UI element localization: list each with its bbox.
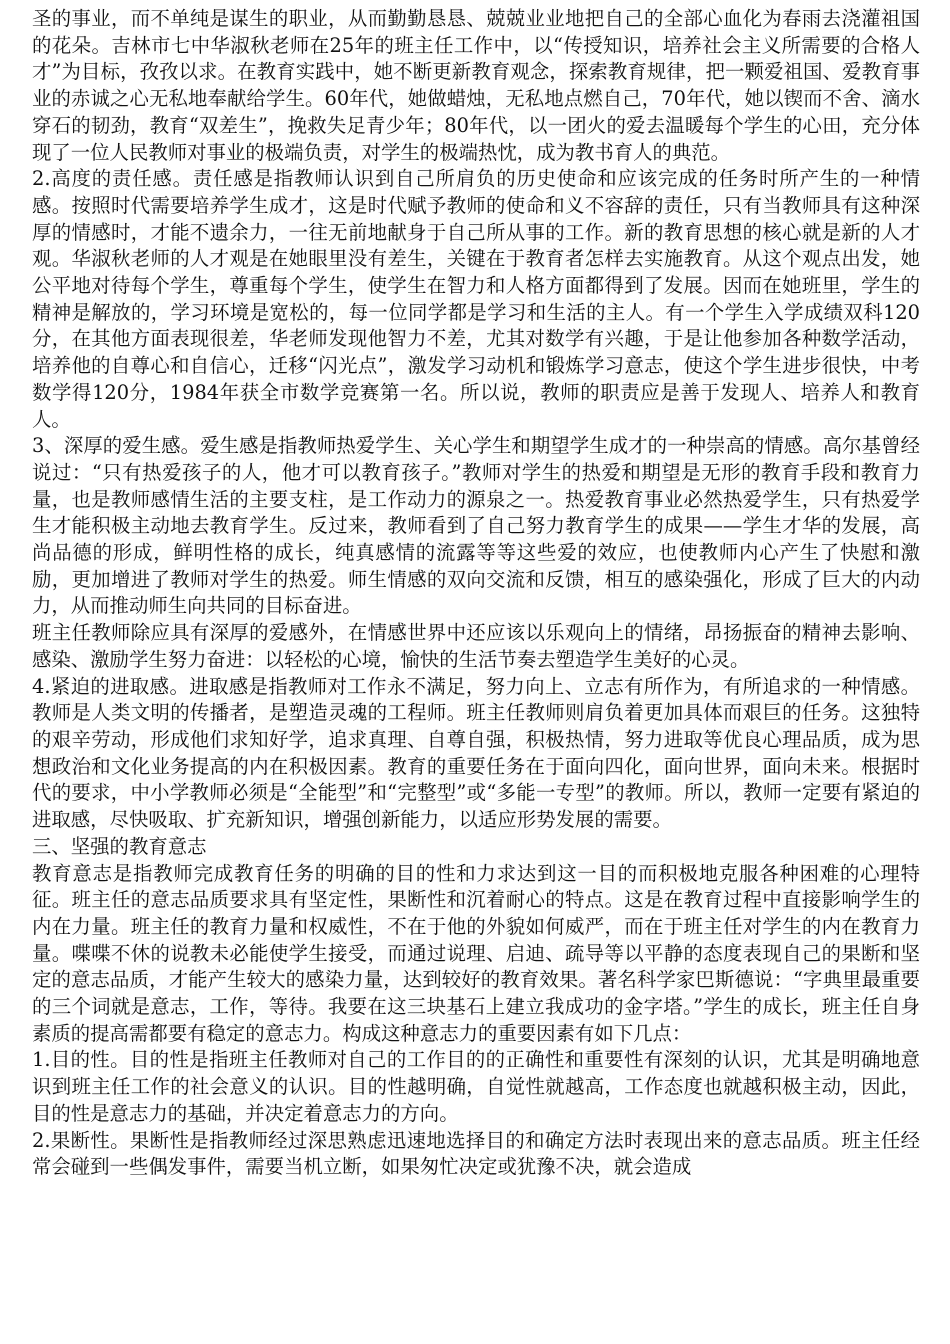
paragraph-optimism: 班主任教师除应具有深厚的爱感外，在情感世界中还应该以乐观向上的情绪，昂扬振奋的精神去影响、感染、激励学生努力奋进：以轻松的心境，愉快的生活节奏去塑造学生美好的心灵。 bbox=[32, 621, 920, 671]
paragraph-progress: 4.紧迫的进取感。进取感是指教师对工作永不满足，努力向上、立志有所作为，有所追求的一种情感。教师是人类文明的传播者，是塑造灵魂的工程师。班主任教师则肩负着更加具体而艰巨的任务。这独特的艰辛劳动，形成他们求知好学，追求真理、自尊自强，积极热情，努力进取等优良心理品质，成为思想政治和文化业务提高的内在积极因素。教育的重要任务在于面向四化，面向世界，面向未来。根据时代的要求，中小学教师必须是“全能型”和“完整型”或“多能一专型”的教师。所以，教师一定要有紧迫的进取感，尽快吸取、扩充新知识，增强创新能力，以适应形势发展的需要。 bbox=[32, 674, 920, 832]
paragraph-responsibility: 2.高度的责任感。责任感是指教师认识到自己所肩负的历史使命和应该完成的任务时所产生的一种情感。按照时代需要培养学生成才，这是时代赋予教师的使命和义不容辞的责任，只有当教师具有这种深厚的情感时，才能不遗余力，一往无前地献身于自己所从事的工作。新的教育思想的核心就是新的人才观。华淑秋老师的人才观是在她眼里没有差生，关键在于教育者怎样去实施教育。从这个观点出发，她公平地对待每个学生，尊重每个学生，使学生在智力和人格方面都得到了发展。因而在她班里，学生的精神是解放的，学习环境是宽松的，每一位同学都是学习和生活的主人。有一个学生入学成绩双科120分，在其他方面表现很差，华老师发现他智力不差，尤其对数学有兴趣，于是让他参加各种数学活动，培养他的自尊心和自信心，迁移“闪光点”，激发学习动机和锻炼学习意志，使这个学生进步很快，中考数学得120分，1984年获全市数学竞赛第一名。所以说，教师的职责应是善于发现人、培养人和教育人。 bbox=[32, 167, 920, 431]
section-heading-will: 三、坚强的教育意志 bbox=[32, 834, 207, 858]
paragraph-teacher-dedication: 圣的事业，而不单纯是谋生的职业，从而勤勤恳恳、兢兢业业地把自己的全部心血化为春雨去浇灌祖国的花朵。吉林市七中华淑秋老师在25年的班主任工作中，以“传授知识，培养社会主义所需要的合格人才”为目标，孜孜以求。在教育实践中，她不断更新教育观念，探索教育规律，把一颗爱祖国、爱教育事业的赤诚之心无私地奉献给学生。60年代，她做蜡烛，无私地点燃自己，70年代，她以锲而不舍、滴水穿石的韧劲，教育“双差生”，挽救失足青少年；80年代，以一团火的爱去温暖每个学生的心田，充分体现了一位人民教师对事业的极端负责，对学生的极端热忱，成为教书育人的典范。 bbox=[32, 7, 920, 164]
paragraph-educational-will: 教育意志是指教师完成教育任务的明确的目的性和力求达到这一目的而积极地克服各种困难的心理特征。班主任的意志品质要求具有坚定性，果断性和沉着耐心的特点。这是在教育过程中直接影响学生的内在力量。班主任的教育力量和权威性，不在于他的外貌如何威严，而在于班主任对学生的内在教育力量。喋喋不休的说教未必能使学生接受，而通过说理、启迪、疏导等以平静的态度表现自己的果断和坚定的意志品质，才能产生较大的感染力量，达到较好的教育效果。著名科学家巴斯德说：“字典里最重要的三个词就是意志，工作，等待。我要在这三块基石上建立我成功的金字塔。”学生的成长，班主任自身素质的提高需都要有稳定的意志力。构成这种意志力的重要因素有如下几点： bbox=[32, 861, 920, 1045]
document-body bbox=[32, 6, 920, 1181]
paragraph-love-for-students: 3、深厚的爱生感。爱生感是指教师热爱学生、关心学生和期望学生成才的一种崇高的情感。高尔基曾经说过：“只有热爱孩子的人，他才可以教育孩子。”教师对学生的热爱和期望是无形的教育手段和教育力量，也是教师感情生活的主要支柱，是工作动力的源泉之一。热爱教育事业必然热爱学生，只有热爱学生才能积极主动地去教育学生。反过来，教师看到了自己努力教育学生的成果——学生才华的发展，高尚品德的形成，鲜明性格的成长，纯真感情的流露等等这些爱的效应，也使教师内心产生了快慰和激励，更加增进了教师对学生的热爱。师生情感的双向交流和反馈，相互的感染强化，形成了巨大的内动力，从而推动师生向共同的目标奋进。 bbox=[32, 434, 920, 618]
paragraph-purposefulness: 1.目的性。目的性是指班主任教师对自己的工作目的的正确性和重要性有深刻的认识，尤其是明确地意识到班主任工作的社会意义的认识。目的性越明确，自觉性就越高，工作态度也就越积极主动，因此，目的性是意志力的基础，并决定着意志力的方向。 bbox=[32, 1048, 920, 1125]
paragraph-decisiveness: 2.果断性。果断性是指教师经过深思熟虑迅速地选择目的和确定方法时表现出来的意志品质。班主任经常会碰到一些偶发事件，需要当机立断，如果匆忙决定或犹豫不决，就会造成 bbox=[32, 1128, 920, 1179]
